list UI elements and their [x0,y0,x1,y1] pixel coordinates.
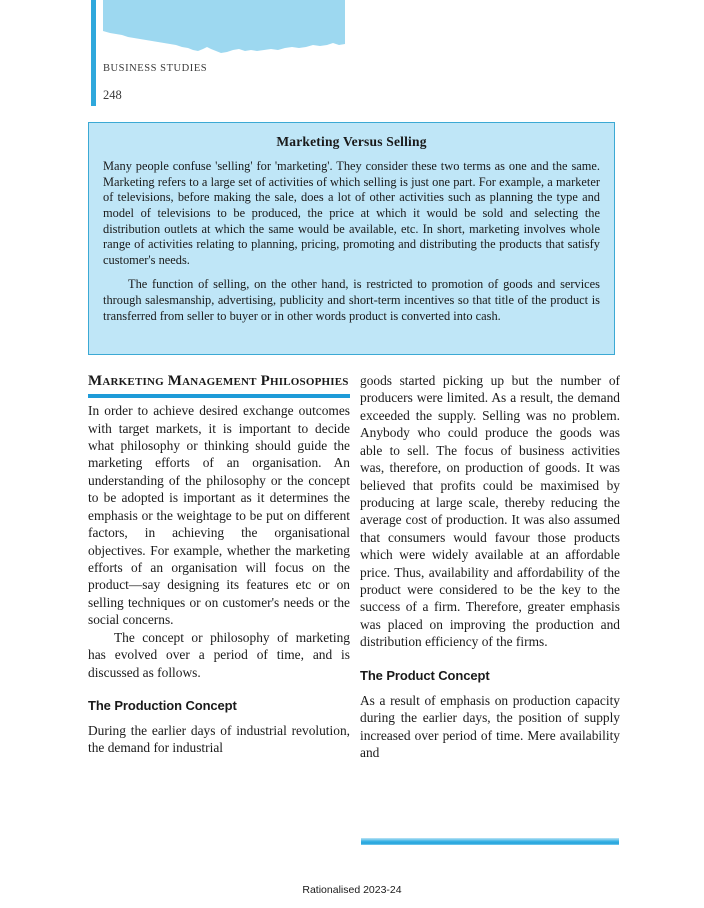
section-heading: Marketing Management Philosophies [88,373,349,389]
callout-paragraph: Many people confuse 'selling' for 'marketing'. They consider these two terms as one and the same. Marketing refers to a large set of activities of which selling is just one part. For example, a marketer of televisions, before making the sale, does a lot of other activities such as planning the type and model of televisions to be produced, the price at which it would be sold and selecting the distribution outlets at which the same would be available, etc. In short, marketing involves whole range of activities relating to planning, pricing, promoting and distributing the products that satisfy customer's needs. [103,159,600,267]
callout-paragraph: The function of selling, on the other hand, is restricted to promotion of goods and services through salesmanship, advertising, publicity and short-term incentives so that title of the product is transferred from seller to buyer or in other words product is converted into cash. [103,277,600,323]
page-number: 248 [103,88,122,102]
section-heading-rule [88,394,350,398]
sub-heading-product-concept: The Product Concept [360,667,490,683]
callout-title: Marketing Versus Selling [276,134,427,149]
callout-box [88,122,615,355]
left-column [88,372,350,757]
bottom-accent-rule [361,838,619,845]
body-paragraph: The concept or philosophy of marketing has evolved over a period of time, and is discussed as follows. [88,629,350,680]
body-paragraph: As a result of emphasis on production capacity during the earlier days, the position of supply increased over period of time. Mere availability and [360,692,620,761]
footer-note: Rationalised 2023-24 [302,884,402,896]
body-paragraph: goods started picking up but the number of producers were limited. As a result, the demand exceeded the supply. Selling was no problem. Anybody who could produce the goods was able to sell. The focus of business activities was, therefore, on production of goods. It was believed that profits could be maximised by producing at large scale, thereby reducing the average cost of production. It was also assumed that consumers would favour those products which were widely available at an affordable price. Thus, availability and affordability of the product were considered to be the key to the success of a firm. Therefore, greater emphasis was placed on improving the production and distribution efficiency of the firms. [360,373,620,650]
header-accent-bar [91,0,96,106]
body-paragraph: In order to achieve desired exchange outcomes with target markets, it is important to decide what philosophy or thinking should guide the marketing efforts of an organisation. An understanding of the philosophy or the concept to be adopted is important as it determines the emphasis or the weightage to be put on different factors, in achieving the organisational objectives. For example, whether the marketing efforts of an organisation will focus on the product—say designing its features etc or on selling techniques or on customer's needs or the social concerns. [88,403,350,628]
sub-heading-production-concept: The Production Concept [88,697,237,713]
right-column [360,372,620,761]
body-paragraph: During the earlier days of industrial revolution, the demand for industrial [88,722,350,756]
torn-paper-banner-icon [103,0,345,56]
running-head: BUSINESS STUDIES [103,63,208,74]
